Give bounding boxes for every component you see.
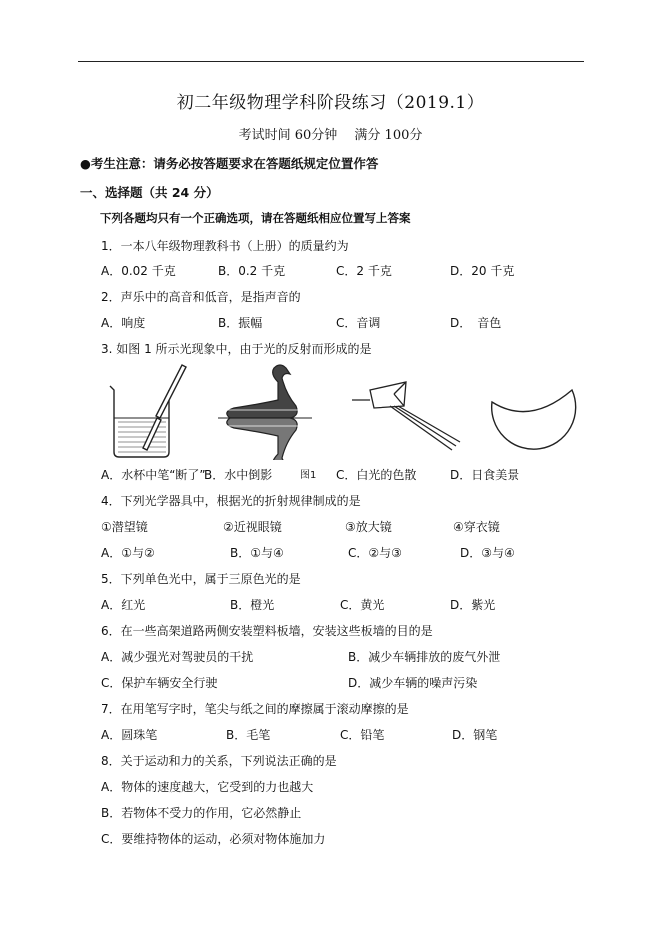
q7-option-c: C．铅笔	[340, 728, 385, 742]
q4-item-1: ①潜望镜	[101, 520, 148, 534]
q6-option-d: D．减少车辆的噪声污染	[348, 676, 478, 690]
q8-option-c: C．要维持物体的运动，必须对物体施加力	[101, 832, 326, 846]
q4-item-4: ④穿衣镜	[453, 520, 500, 534]
q4-option-b: B．①与④	[230, 546, 284, 560]
question-3-stem: 3. 如图 1 所示光现象中，由于光的反射而形成的是	[101, 342, 372, 356]
q2-option-c: C．音调	[336, 316, 381, 330]
q3-option-c: C．白光的色散	[336, 468, 417, 482]
q6-option-a: A．减少强光对驾驶员的干扰	[101, 650, 254, 664]
q5-option-b: B．橙光	[230, 598, 275, 612]
q5-option-d: D．紫光	[450, 598, 496, 612]
candidate-notice: ●考生注意：请务必按答题要求在答题纸规定位置作答	[80, 156, 379, 171]
q8-option-a: A．物体的速度越大，它受到的力也越大	[101, 780, 314, 794]
q2-option-d: D． 音色	[450, 316, 502, 330]
section-heading: 一、选择题（共 24 分）	[80, 185, 219, 200]
question-8-stem: 8．关于运动和力的关系，下列说法正确的是	[101, 754, 337, 768]
q3-option-d: D．日食美景	[450, 468, 520, 482]
q6-option-b: B．减少车辆排放的废气外泄	[348, 650, 501, 664]
q4-option-d: D．③与④	[460, 546, 515, 560]
q8-option-b: B．若物体不受力的作用，它必然静止	[101, 806, 302, 820]
question-1-stem: 1．一本八年级物理教科书（上册）的质量约为	[101, 239, 349, 253]
prism-dispersion-drawing	[352, 382, 460, 450]
question-6-stem: 6．在一些高架道路两侧安装塑料板墙，安装这些板墙的目的是	[101, 624, 433, 638]
header-rule	[78, 61, 584, 62]
q5-option-a: A．红光	[101, 598, 146, 612]
q4-option-c: C．②与③	[348, 546, 402, 560]
page-title: 初二年级物理学科阶段练习（2019.1）	[176, 93, 485, 113]
question-7-stem: 7．在用笔写字时，笔尖与纸之间的摩擦属于滚动摩擦的是	[101, 702, 409, 716]
figure-label: 图1	[300, 470, 317, 481]
q2-option-b: B．振幅	[218, 316, 263, 330]
q4-item-2: ②近视眼镜	[223, 520, 282, 534]
q3-option-b: B．水中倒影	[204, 468, 273, 482]
q2-option-a: A．响度	[101, 316, 146, 330]
q1-option-c: C．2 千克	[336, 264, 392, 278]
beaker-pencil-drawing	[110, 365, 186, 457]
q1-option-b: B．0.2 千克	[218, 264, 286, 278]
q4-option-a: A．①与②	[101, 546, 155, 560]
q7-option-a: A．圆珠笔	[101, 728, 158, 742]
solar-eclipse-drawing	[492, 390, 576, 449]
q7-option-b: B．毛笔	[226, 728, 271, 742]
q1-option-a: A．0.02 千克	[101, 264, 176, 278]
q7-option-d: D．钢笔	[452, 728, 498, 742]
q4-item-3: ③放大镜	[345, 520, 392, 534]
question-2-stem: 2．声乐中的高音和低音，是指声音的	[101, 290, 301, 304]
q3-option-a: A．水杯中笔“断了”	[101, 468, 206, 482]
q1-option-d: D．20 千克	[450, 264, 515, 278]
question-5-stem: 5．下列单色光中，属于三原色光的是	[101, 572, 301, 586]
question-4-stem: 4．下列光学器具中，根据光的折射规律制成的是	[101, 494, 361, 508]
figure-1-light-phenomena	[100, 360, 580, 460]
exam-info: 考试时间 60分钟 满分 100分	[238, 128, 423, 143]
q6-option-c: C．保护车辆安全行驶	[101, 676, 218, 690]
section-instruction: 下列各题均只有一个正确选项，请在答题纸相应位置写上答案	[100, 211, 411, 225]
swan-reflection-drawing	[218, 365, 312, 460]
q5-option-c: C．黄光	[340, 598, 385, 612]
